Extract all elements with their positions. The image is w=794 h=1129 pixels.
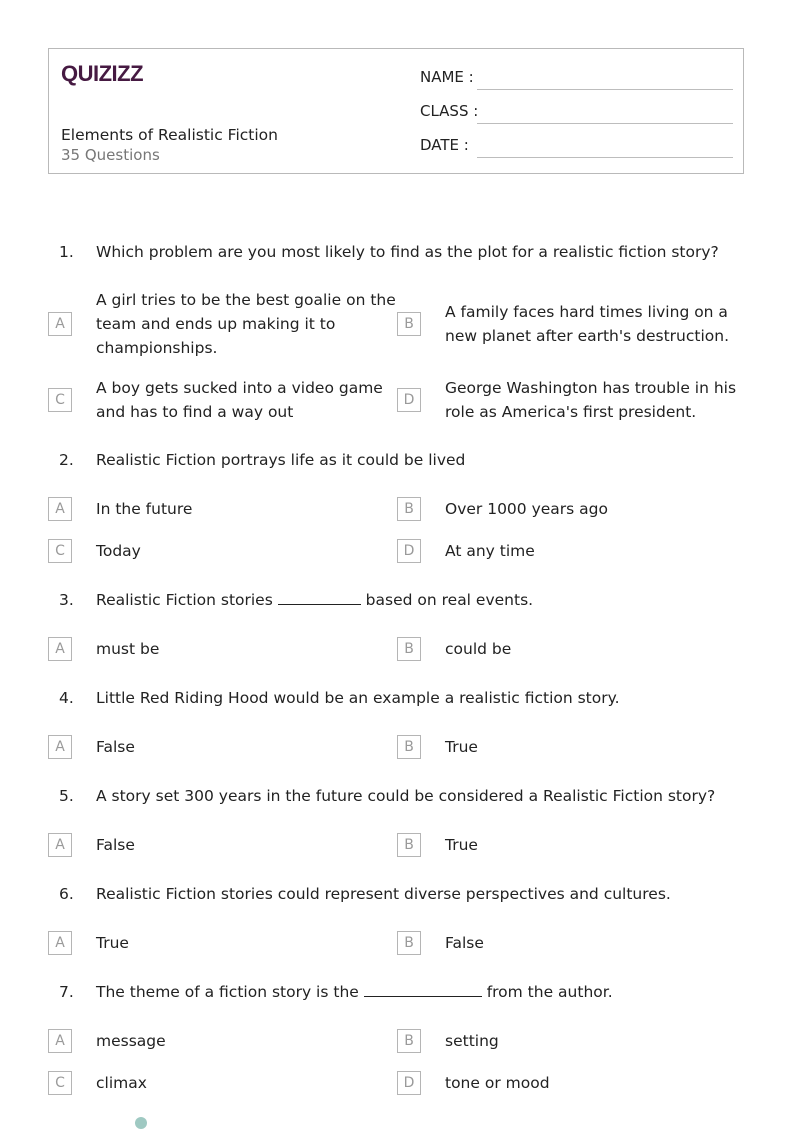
option-letter-box[interactable]: D bbox=[397, 388, 421, 412]
question-number: 1. bbox=[59, 243, 74, 261]
option-letter-box[interactable]: A bbox=[48, 931, 72, 955]
question-text: Realistic Fiction portrays life as it could be lived bbox=[96, 451, 466, 469]
worksheet-header bbox=[48, 48, 744, 174]
option-text: In the future bbox=[96, 500, 193, 518]
question-number: 6. bbox=[59, 885, 74, 903]
option-letter-box[interactable]: B bbox=[397, 833, 421, 857]
question-text: Realistic Fiction stories could represent diverse perspectives and cultures. bbox=[96, 885, 671, 903]
option-text: Today bbox=[96, 542, 141, 560]
option-text: False bbox=[96, 738, 135, 756]
question-number: 3. bbox=[59, 591, 74, 609]
option-text: climax bbox=[96, 1074, 147, 1092]
option-letter-box[interactable]: A bbox=[48, 312, 72, 336]
option-letter-box[interactable]: C bbox=[48, 1071, 72, 1095]
class-label: CLASS : bbox=[420, 102, 479, 120]
option-text: True bbox=[445, 836, 478, 854]
option-letter-box[interactable]: B bbox=[397, 931, 421, 955]
option-letter-box[interactable]: B bbox=[397, 497, 421, 521]
class-field[interactable] bbox=[477, 123, 733, 124]
question-number: 7. bbox=[59, 983, 74, 1001]
option-text: Over 1000 years ago bbox=[445, 500, 608, 518]
option-letter-box[interactable]: A bbox=[48, 497, 72, 521]
question-text-before: Realistic Fiction stories bbox=[96, 591, 273, 609]
name-field[interactable] bbox=[477, 89, 733, 90]
option-text: At any time bbox=[445, 542, 535, 560]
option-letter-box[interactable]: B bbox=[397, 312, 421, 336]
footer-decoration bbox=[135, 1117, 147, 1129]
question-number: 2. bbox=[59, 451, 74, 469]
worksheet-title: Elements of Realistic Fiction bbox=[61, 126, 278, 144]
option-letter-box[interactable]: A bbox=[48, 637, 72, 661]
option-text: tone or mood bbox=[445, 1074, 550, 1092]
option-letter-box[interactable]: D bbox=[397, 1071, 421, 1095]
option-letter-box[interactable]: A bbox=[48, 833, 72, 857]
option-letter-box[interactable]: D bbox=[397, 539, 421, 563]
question-text bbox=[96, 980, 736, 1004]
date-label: DATE : bbox=[420, 136, 469, 154]
question-count: 35 Questions bbox=[61, 146, 160, 164]
option-text: True bbox=[96, 934, 129, 952]
option-letter-box[interactable]: A bbox=[48, 735, 72, 759]
quizizz-logo bbox=[61, 59, 151, 87]
option-text: False bbox=[96, 836, 135, 854]
svg-text:QUIZIZZ: QUIZIZZ bbox=[61, 61, 144, 86]
question-text bbox=[96, 588, 736, 612]
question-text-after: from the author. bbox=[486, 983, 613, 1001]
option-letter-box[interactable]: A bbox=[48, 1029, 72, 1053]
option-text: A family faces hard times living on a new planet after earth's destruction. bbox=[445, 303, 730, 345]
question-text: Little Red Riding Hood would be an example a realistic fiction story. bbox=[96, 689, 620, 707]
option-text: message bbox=[96, 1032, 166, 1050]
question-text-before: The theme of a fiction story is the bbox=[96, 983, 359, 1001]
option-letter-box[interactable]: B bbox=[397, 637, 421, 661]
name-label: NAME : bbox=[420, 68, 474, 86]
option-text: True bbox=[445, 738, 478, 756]
answer-blank bbox=[278, 590, 361, 605]
question-text-after: based on real events. bbox=[365, 591, 534, 609]
option-text: setting bbox=[445, 1032, 499, 1050]
answer-blank bbox=[364, 982, 482, 997]
question-number: 4. bbox=[59, 689, 74, 707]
option-letter-box[interactable]: B bbox=[397, 735, 421, 759]
option-text: A girl tries to be the best goalie on the team and ends up making it to championships. bbox=[96, 291, 396, 357]
option-text: A boy gets sucked into a video game and has to find a way out bbox=[96, 379, 383, 421]
option-letter-box[interactable]: C bbox=[48, 388, 72, 412]
question-text: A story set 300 years in the future could be considered a Realistic Fiction story? bbox=[96, 787, 716, 805]
date-field[interactable] bbox=[477, 157, 733, 158]
option-text: False bbox=[445, 934, 484, 952]
option-text: George Washington has trouble in his role as America's first president. bbox=[445, 379, 737, 421]
option-letter-box[interactable]: C bbox=[48, 539, 72, 563]
option-text: could be bbox=[445, 640, 512, 658]
question-text: Which problem are you most likely to find as the plot for a realistic fiction story? bbox=[96, 243, 719, 261]
option-text: must be bbox=[96, 640, 160, 658]
question-number: 5. bbox=[59, 787, 74, 805]
option-letter-box[interactable]: B bbox=[397, 1029, 421, 1053]
